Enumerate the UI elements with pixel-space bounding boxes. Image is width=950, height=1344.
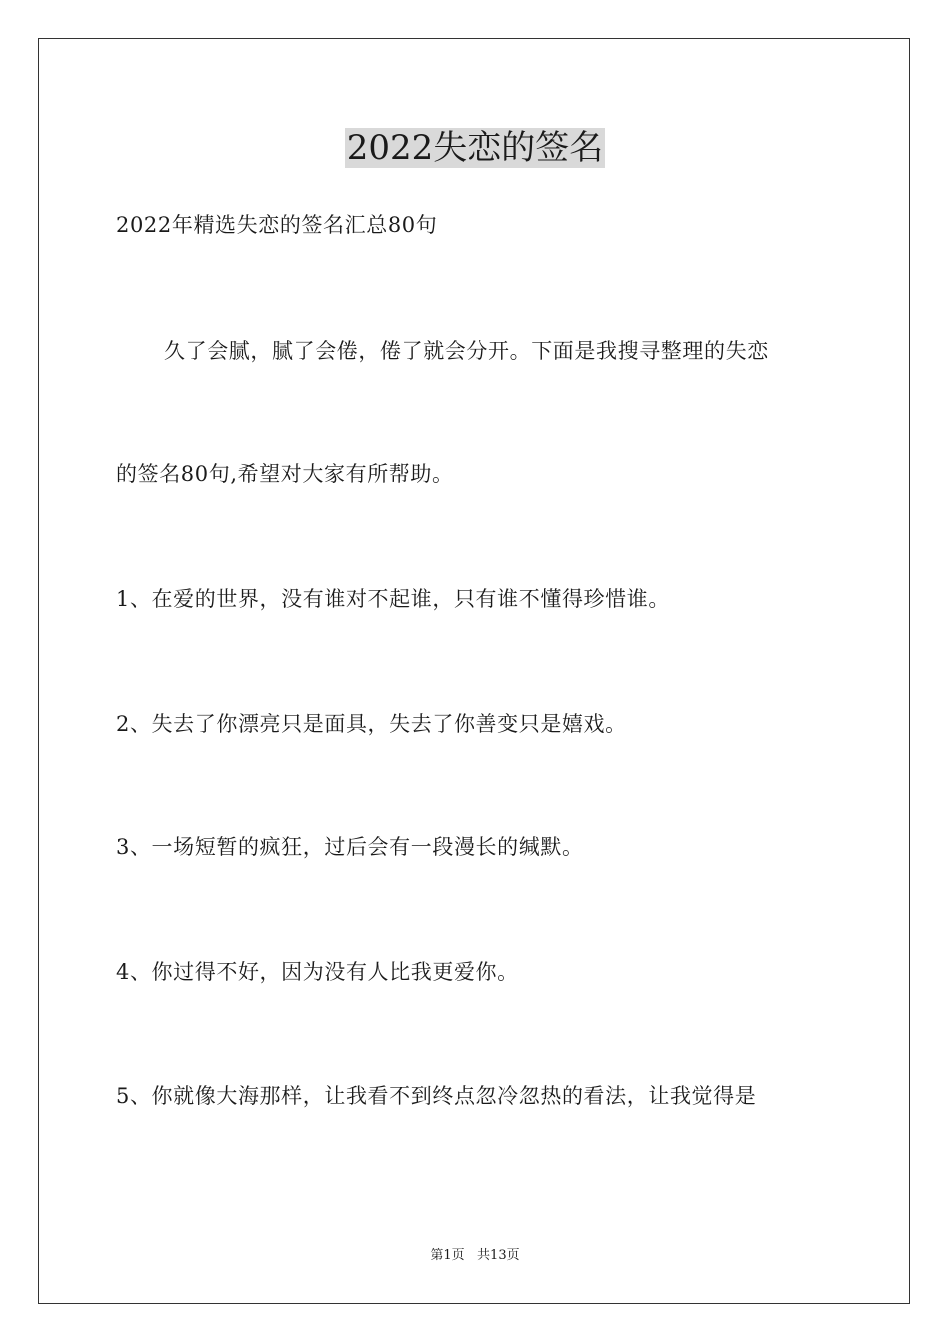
page-number-footer: 第1页 共13页 [430, 1248, 520, 1263]
intro-paragraph-line-2: 的签名80句,希望对大家有所帮助。 [116, 462, 454, 486]
intro-paragraph-line-1: 久了会腻，腻了会倦，倦了就会分开。下面是我搜寻整理的失恋 [164, 339, 769, 363]
list-item: 2、失去了你漂亮只是面具，失去了你善变只是嬉戏。 [116, 712, 627, 736]
list-item: 5、你就像大海那样，让我看不到终点忽冷忽热的看法，让我觉得是 [116, 1084, 757, 1108]
list-item: 3、一场短暂的疯狂，过后会有一段漫长的缄默。 [116, 835, 584, 859]
list-item: 1、在爱的世界，没有谁对不起谁，只有谁不懂得珍惜谁。 [116, 587, 670, 611]
document-title-wrapper [0, 128, 950, 168]
document-title: 2022失恋的签名 [346, 128, 604, 168]
document-subtitle: 2022年精选失恋的签名汇总80句 [116, 213, 438, 237]
list-item: 4、你过得不好，因为没有人比我更爱你。 [116, 960, 519, 984]
